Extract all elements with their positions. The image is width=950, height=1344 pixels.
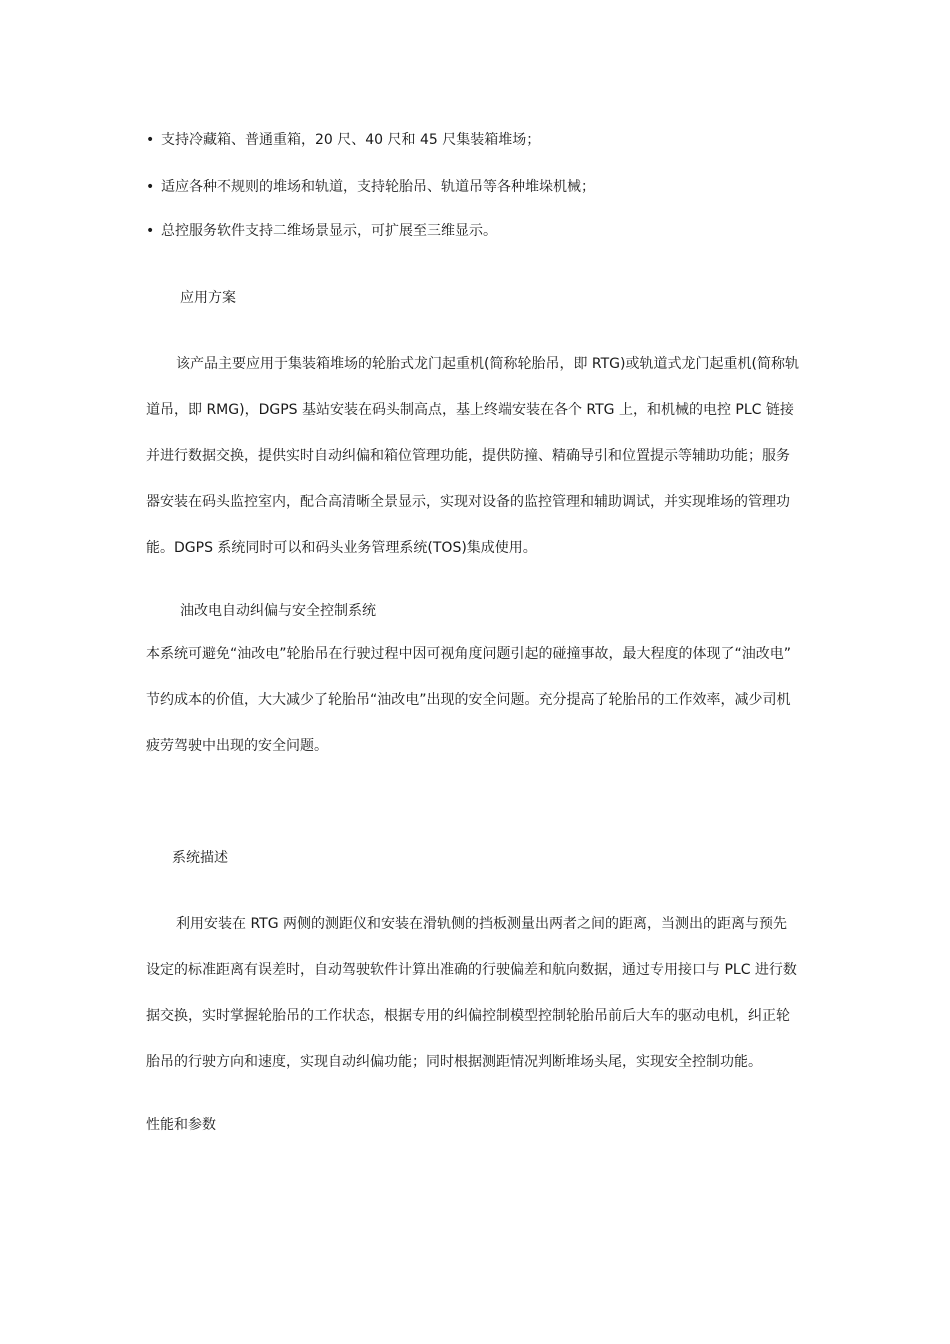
section-heading-oil-to-electric: 油改电自动纠偏与安全控制系统 (180, 603, 376, 619)
bullet-text: 适应各种不规则的堆场和轨道，支持轮胎吊、轨道吊等各种堆垛机械； (161, 179, 595, 195)
bullet-item (146, 177, 595, 197)
paragraph-line: 疲劳驾驶中出现的安全问题。 (146, 738, 328, 754)
paragraph-oil-to-electric (146, 631, 810, 769)
paragraph-application (146, 341, 810, 571)
paragraph-line: 并进行数据交换，提供实时自动纠偏和箱位管理功能，提供防撞、精确导引和位置提示等辅助功能；服务 (146, 448, 790, 464)
paragraph-line: 该产品主要应用于集装箱堆场的轮胎式龙门起重机(简称轮胎吊，即 RTG)或轨道式龙门起重机(简称轨 (176, 356, 799, 372)
paragraph-line: 道吊，即 RMG)，DGPS 基站安装在码头制高点，基上终端安装在各个 RTG 上，和机械的电控 PLC 链接 (146, 402, 794, 418)
paragraph-line: 胎吊的行驶方向和速度，实现自动纠偏功能；同时根据测距情况判断堆场头尾，实现安全控制功能。 (146, 1054, 762, 1070)
section-heading-system-description: 系统描述 (172, 850, 228, 866)
bullet-item (146, 130, 540, 150)
paragraph-line: 节约成本的价值，大大减少了轮胎吊“油改电”出现的安全问题。充分提高了轮胎吊的工作效率，减少司机 (146, 692, 791, 708)
bullet-text: 总控服务软件支持二维场景显示，可扩展至三维显示。 (161, 223, 497, 239)
bullet-glyph: • (146, 223, 155, 239)
paragraph-line: 设定的标准距离有误差时，自动驾驶软件计算出准确的行驶偏差和航向数据，通过专用接口与 PLC 进行数 (146, 962, 797, 978)
paragraph-line: 据交换，实时掌握轮胎吊的工作状态，根据专用的纠偏控制模型控制轮胎吊前后大车的驱动电机，纠正轮 (146, 1008, 790, 1024)
bullet-glyph: • (146, 132, 155, 148)
section-heading-application: 应用方案 (180, 290, 236, 306)
paragraph-system-description (146, 901, 810, 1085)
paragraph-line: 利用安装在 RTG 两侧的测距仪和安装在滑轨侧的挡板测量出两者之间的距离，当测出的距离与预先 (176, 916, 788, 932)
bullet-glyph: • (146, 179, 155, 195)
paragraph-line: 器安装在码头监控室内，配合高清晰全景显示，实现对设备的监控管理和辅助调试，并实现堆场的管理功 (146, 494, 790, 510)
section-heading-performance: 性能和参数 (146, 1117, 216, 1133)
paragraph-line: 本系统可避免“油改电”轮胎吊在行驶过程中因可视角度问题引起的碰撞事故，最大程度的体现了“油改电” (146, 646, 792, 662)
paragraph-line: 能。DGPS 系统同时可以和码头业务管理系统(TOS)集成使用。 (146, 540, 537, 556)
bullet-text: 支持冷藏箱、普通重箱，20 尺、40 尺和 45 尺集装箱堆场； (161, 132, 541, 148)
bullet-item (146, 221, 497, 241)
